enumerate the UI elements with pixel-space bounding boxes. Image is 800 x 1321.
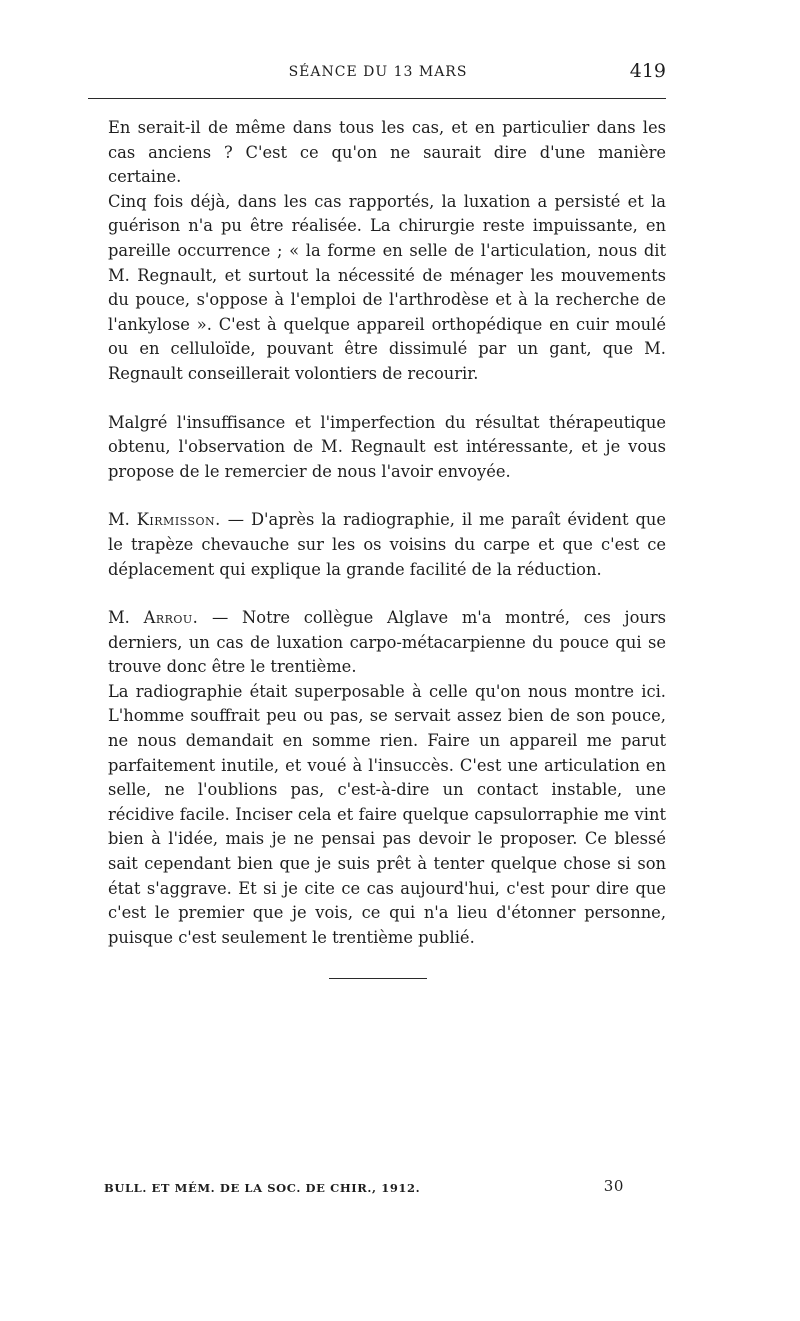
running-header (88, 60, 668, 92)
footer-citation: BULL. ET MÉM. DE LA SOC. DE CHIR., 1912. (104, 1181, 421, 1195)
paragraph-kirmisson (108, 508, 666, 582)
body-text (108, 116, 666, 950)
speaker-prefix: M. (108, 510, 137, 530)
page-number: 419 (629, 60, 666, 82)
speech-text: — Notre collègue Alglave m'a montré, ces jours derniers, un cas de luxation carpo-métacarpienne du pouce qui se trouve donc être le trentième. (108, 608, 666, 677)
header-rule (88, 98, 666, 99)
speaker-prefix: M. (108, 608, 144, 628)
paragraph-2: Cinq fois déjà, dans les cas rapportés, la luxation a persisté et la guérison n'a pu être réalisée. La chirurgie reste impuissante, en pareille occurrence ; « la forme en selle de l'articulation, nous dit M. Regnault, et surtout la nécessité de ménager les mouvements du pouce, s'oppose à l'emploi de l'arthrodèse et à la recherche de l'ankylose ». C'est à quelque appareil orthopédique en cuir moulé ou en celluloïde, pouvant être dissimulé par un gant, que M. Regnault conseillerait volontiers de recourir. (108, 191, 666, 383)
speech-text: — D'après la radiographie, il me paraît évident que le trapèze chevauche sur les os voisins du carpe et que c'est ce déplacement qui explique la grande facilité de la réduction. (108, 510, 666, 579)
paragraph-arrou (108, 606, 666, 680)
section-end-rule (329, 978, 427, 979)
speaker-name: Kirmisson. (136, 510, 221, 530)
paragraph-1: En serait-il de même dans tous les cas, et en particulier dans les cas anciens ? C'est ce qu'on ne saurait dire d'une manière certaine. (108, 118, 666, 187)
running-title: SÉANCE DU 13 MARS (288, 64, 468, 80)
paragraph-6: La radiographie était superposable à celle qu'on nous montre ici. L'homme souffrait peu ou pas, se servait assez bien de son pouce, ne nous demandait en somme rien. Faire un appareil me parut parfaitement inutile, et voué à l'insuccès. C'est une articulation en selle, ne l'oublions pas, c'est-à-dire un contact instable, une récidive facile. Inciser cela et faire quelque capsulorraphie me vint bien à l'idée, mais je ne pensai pas devoir le proposer. Ce blessé sait cependant bien que je suis prêt à tenter quelque chose si son état s'aggrave. Et si je cite ce cas aujourd'hui, c'est pour dire que c'est le premier que je vois, ce qui n'a lieu d'étonner personne, puisque c'est seulement le trentième publié. (108, 681, 666, 947)
speaker-name: Arrou. (143, 608, 199, 628)
signature-number: 30 (603, 1177, 624, 1195)
paragraph-3: Malgré l'insuffisance et l'imperfection du résultat thérapeutique obtenu, l'observation de M. Regnault est intéressante, et je vous propose de le remercier de nous l'avoir envoyée. (108, 412, 666, 481)
